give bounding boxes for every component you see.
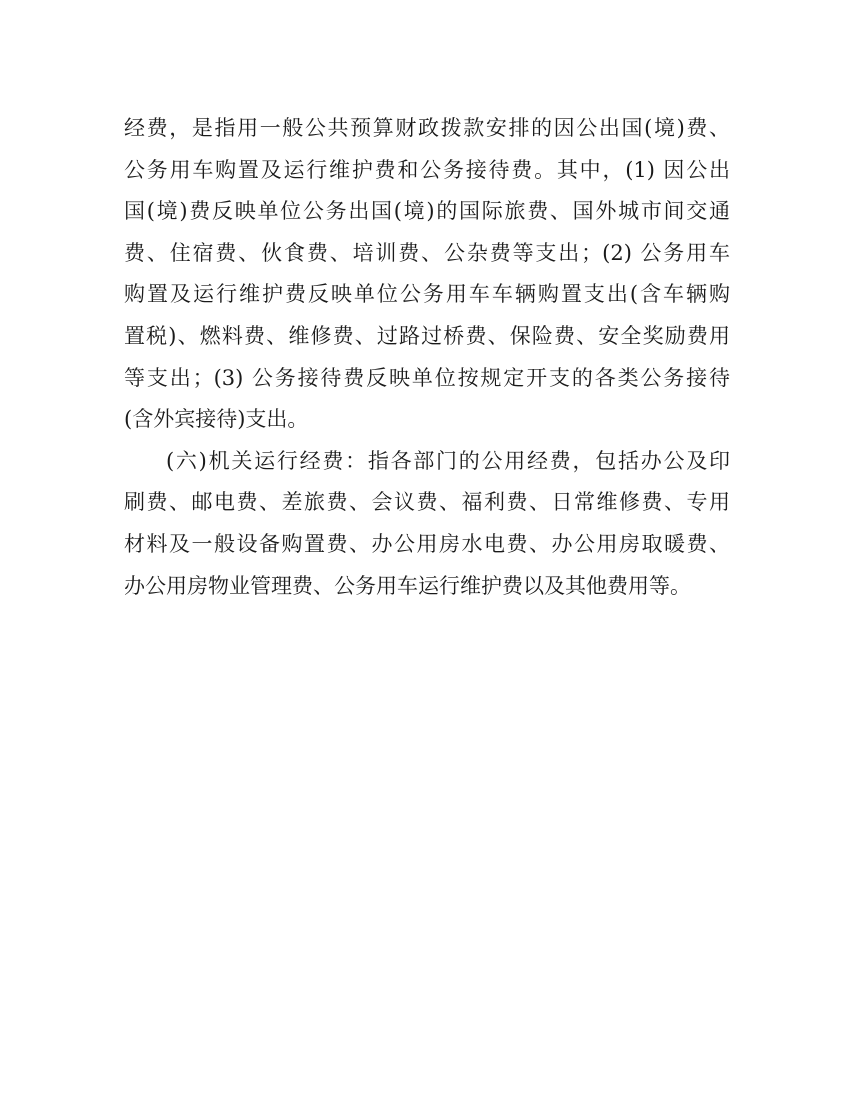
paragraph-line: 置税)、燃料费、维修费、过路过桥费、保险费、安全奖励费用 — [124, 323, 730, 348]
paragraph-public-funds-definition — [124, 108, 730, 441]
paragraph-line: 经费，是指用一般公共预算财政拨款安排的因公出国(境)费、 — [124, 116, 730, 140]
paragraph-line: 等支出；(3) 公务接待费反映单位按规定开支的各类公务接待 — [124, 365, 730, 390]
paragraph-line: 国(境)费反映单位公务出国(境)的国际旅费、国外城市间交通 — [124, 199, 730, 224]
paragraph-line: (六)机关运行经费：指各部门的公用经费，包括办公及印 — [166, 448, 730, 473]
paragraph-line: 公务用车购置及运行维护费和公务接待费。其中，(1) 因公出 — [124, 157, 730, 182]
body-text — [124, 108, 730, 607]
paragraph-line: (含外宾接待)支出。 — [124, 407, 309, 432]
paragraph-line: 费、住宿费、伙食费、培训费、公杂费等支出；(2) 公务用车 — [124, 240, 730, 265]
paragraph-line: 办公用房物业管理费、公务用车运行维护费以及其他费用等。 — [124, 573, 691, 598]
paragraph-line: 材料及一般设备购置费、办公用房水电费、办公用房取暖费、 — [124, 531, 730, 556]
paragraph-line: 购置及运行维护费反映单位公务用车车辆购置支出(含车辆购 — [124, 282, 730, 307]
paragraph-operating-expenses — [124, 441, 730, 607]
paragraph-line: 刷费、邮电费、差旅费、会议费、福利费、日常维修费、专用 — [124, 490, 730, 515]
